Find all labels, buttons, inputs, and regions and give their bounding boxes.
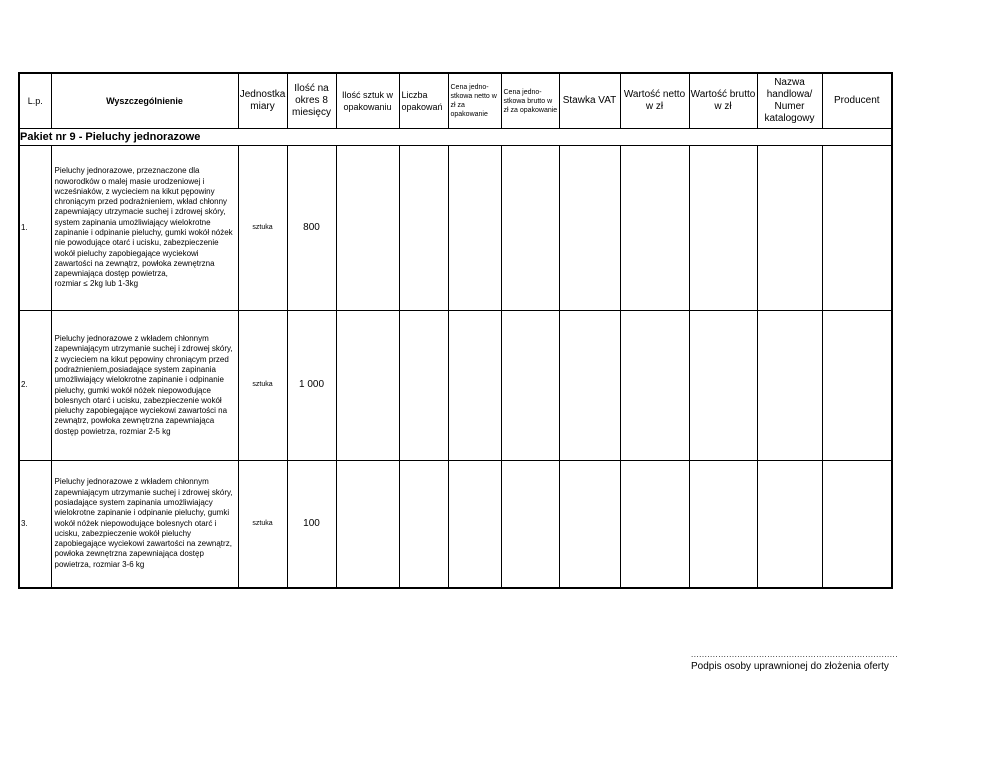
row-unit: sztuka (238, 311, 287, 461)
row-description-text: Pieluchy jednorazowe, przeznaczone dla noworodków o malej masie urodzeniowej i wcześniaków, z wycieciem na kikut pępowiny chroniącym przed podrażnieniem, wkład chłonny zapewniający utrzymacie suchej i zdrowej skóry, system zapinania umożliwiający wielokrotne zapinanie i odpinanie pieluchy, gumki wokół nóżek nie powodujące otarć i ucisku, zabezpieczenie wokół pieluchy zapobiegające wyciekowi zawartości na zewnątrz, powłoka zewnętrzna zapewniająca dostęp powietrza, (54, 166, 233, 279)
cell-ilosc-sztuk[interactable] (336, 311, 399, 461)
row-lp: 2. (19, 311, 51, 461)
header-jednostka: Jednostka miary (238, 73, 287, 129)
header-wyszczegolnienie: Wyszczególnienie (51, 73, 238, 129)
table-row (19, 311, 892, 461)
cell-liczba[interactable] (399, 146, 448, 311)
cell-cena-netto[interactable] (448, 461, 501, 588)
signature-label: Podpis osoby uprawnionej do złożenia oferty (691, 661, 889, 672)
cell-producent[interactable] (822, 461, 892, 588)
cell-cena-brutto[interactable] (501, 146, 559, 311)
cell-nazwa[interactable] (757, 461, 822, 588)
header-liczba: Liczba opakowań (399, 73, 448, 129)
header-ilosc: Ilość na okres 8 miesięcy (287, 73, 336, 129)
header-ilosc-sztuk: Ilość sztuk w opakowaniu (336, 73, 399, 129)
section-title: Pakiet nr 9 - Pieluchy jednorazowe (19, 129, 892, 146)
cell-wartosc-netto[interactable] (620, 311, 689, 461)
cell-stawka[interactable] (559, 461, 620, 588)
row-quantity: 800 (287, 146, 336, 311)
header-row (19, 73, 892, 129)
cell-cena-brutto[interactable] (501, 461, 559, 588)
header-cena-brutto: Cena jedno-stkowa brutto w zł za opakowanie (501, 73, 559, 129)
header-nazwa: Nazwa handlowa/ Numer katalogowy (757, 73, 822, 129)
cell-nazwa[interactable] (757, 146, 822, 311)
row-description: Pieluchy jednorazowe z wkładem chłonnym zapewniającym utrzymanie suchej i zdrowej skóry, z wycieciem na kikut pępowiny chroniącym przed podrażnieniem,posiadające system zapinania umożliwiający wielokrotne zapinanie i odpinanie pieluchy, gumki wokół nóżek niepowodujące bolesnych otarć i ucisku, zabezpieczenie wokół pieluchy zapobiegające wyciekowi zawartości na zewnątrz, powłoka zewnętrzna zapewniająca dostęp powietrza, rozmiar 2-5 kg (51, 311, 238, 461)
cell-liczba[interactable] (399, 461, 448, 588)
cell-wartosc-brutto[interactable] (689, 146, 757, 311)
cell-producent[interactable] (822, 311, 892, 461)
cell-nazwa[interactable] (757, 311, 822, 461)
cell-cena-brutto[interactable] (501, 311, 559, 461)
row-quantity: 100 (287, 461, 336, 588)
row-description-size: rozmiar ≤ 2kg lub 1-3kg (54, 279, 139, 289)
cell-cena-netto[interactable] (448, 146, 501, 311)
table-row (19, 146, 892, 311)
cell-ilosc-sztuk[interactable] (336, 461, 399, 588)
cell-stawka[interactable] (559, 146, 620, 311)
row-description (51, 146, 238, 311)
header-producent: Producent (822, 73, 892, 129)
cell-wartosc-brutto[interactable] (689, 311, 757, 461)
row-lp: 1. (19, 146, 51, 311)
cell-ilosc-sztuk[interactable] (336, 146, 399, 311)
table-row (19, 461, 892, 588)
cell-wartosc-netto[interactable] (620, 461, 689, 588)
row-quantity: 1 000 (287, 311, 336, 461)
row-description: Pieluchy jednorazowe z wkładem chłonnym zapewniającym utrzymanie suchej i zdrowej skóry, posiadające system zapinania umożliwiający wielokrotne zapinanie i odpinanie pieluchy, gumki wokół nóżek niepowodujące bolesnych otarć i ucisku, zabezpieczenie wokół pieluchy zapobiegające wyciekowi zawartości na zewnątrz, powłoka zewnętrzna zapewniająca dostęp powietrza, rozmiar 3-6 kg (51, 461, 238, 588)
cell-stawka[interactable] (559, 311, 620, 461)
header-stawka: Stawka VAT (559, 73, 620, 129)
cell-wartosc-brutto[interactable] (689, 461, 757, 588)
section-row (19, 129, 892, 146)
header-wartosc-netto: Wartość netto w zł (620, 73, 689, 129)
header-lp: L.p. (19, 73, 51, 129)
header-cena-netto: Cena jedno-stkowa netto w zł za opakowanie (448, 73, 501, 129)
signature-line: ............................................................................ (691, 650, 898, 659)
cell-producent[interactable] (822, 146, 892, 311)
row-unit: sztuka (238, 461, 287, 588)
row-unit: sztuka (238, 146, 287, 311)
header-wartosc-brutto: Wartość brutto w zł (689, 73, 757, 129)
row-lp: 3. (19, 461, 51, 588)
offer-table (18, 72, 893, 589)
cell-wartosc-netto[interactable] (620, 146, 689, 311)
cell-liczba[interactable] (399, 311, 448, 461)
cell-cena-netto[interactable] (448, 311, 501, 461)
